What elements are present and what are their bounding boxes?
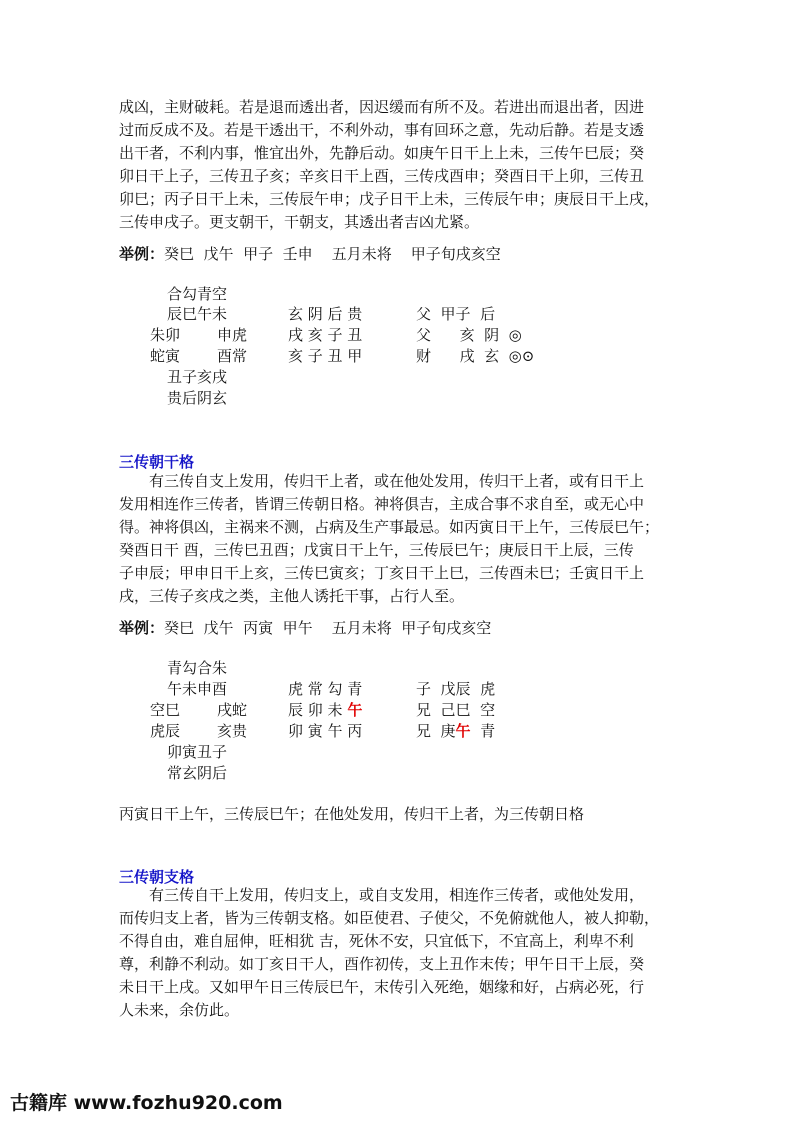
example-label: 举例： [119, 619, 165, 637]
chart-left-1: 空巳 [150, 701, 181, 719]
transmission-text: 青 [470, 722, 496, 740]
section-paragraph [119, 470, 674, 608]
chart-right-2: 酉常 [217, 347, 248, 365]
transmission-row [416, 721, 495, 741]
transmission-row: 父 甲子 后 [416, 305, 496, 323]
text-line: 戌，三传子亥戌之类，主他人诱托干事，占行人至。 [119, 587, 465, 605]
text-line: 尊，利静不利动。如丁亥日干人，酉作初传，支上丑作末传；甲午日干上辰，癸 [119, 955, 645, 973]
chart-left-1: 朱卯 [150, 326, 181, 344]
text-line: 未日干上戌。又如甲午日三传辰巳午，末传引入死绝，姻缘和好，占病必死，行 [119, 978, 645, 996]
text-line: 有三传自支上发用，传归干上者，或在他处发用，传归干上者，或有日干上 [149, 472, 645, 490]
transmission-row: 子 戊辰 虎 [416, 680, 496, 698]
example-line [119, 243, 501, 264]
lessons-row: 卯 寅 午 丙 [288, 722, 363, 740]
section-heading: 三传朝支格 [119, 868, 195, 886]
chart-bottom-branches: 丑子亥戌 [167, 368, 228, 386]
text-line: 卯巳；丙子日干上未，三传辰午申；戊子日干上未，三传辰午申；庚辰日干上戌， [119, 190, 660, 208]
text-line: 三传申戌子。更支朝干，干朝支，其透出者吉凶尤紧。 [119, 213, 480, 231]
lessons-row: 亥 子 丑 甲 [288, 347, 363, 365]
example-label: 举例： [119, 245, 165, 263]
transmission-row: 财 戌 玄 ◎⊙ [416, 347, 535, 365]
text-line: 发用相连作三传者，皆谓三传朝日格。神将俱吉，主成合事不求自至，或无心中 [119, 495, 645, 513]
section-paragraph [119, 884, 674, 1022]
chart-top-branches: 辰巳午未 [167, 305, 228, 323]
chart-top-generals: 青勾合朱 [167, 659, 228, 677]
example-line [119, 617, 491, 638]
chart-top-generals: 合勾青空 [167, 285, 228, 303]
text-line: 得。神将俱凶，主祸来不测，占病及生产事最忌。如丙寅日干上午，三传辰巳午； [119, 518, 660, 536]
example-text: 癸巳 戊午 丙寅 甲午 五月未将 甲子旬戌亥空 [164, 619, 492, 637]
lessons-row: 玄 阴 后 贵 [288, 305, 363, 323]
text-line: 子申辰；甲申日干上亥，三传巳寅亥；丁亥日干上巳，三传酉未巳；壬寅日干上 [119, 564, 645, 582]
chart-right-2: 亥贵 [217, 722, 248, 740]
chart-left-2: 虎辰 [150, 722, 181, 740]
chart-right-1: 申虎 [217, 326, 248, 344]
transmission-row: 父 亥 阴 ◎ [416, 326, 522, 344]
text-line: 癸酉日干 酉，三传巳丑酉；戊寅日干上午，三传辰巳午；庚辰日干上辰，三传 [119, 541, 634, 559]
lessons-row [288, 700, 362, 720]
highlighted-branch: 午 [455, 722, 471, 740]
chart-bottom-generals: 贵后阴玄 [167, 389, 228, 407]
example-note [119, 803, 674, 826]
text-line: 而传归支上者，皆为三传朝支格。如臣使君、子使父，不免俯就他人，被人抑勒， [119, 909, 660, 927]
transmission-row: 兄 己巳 空 [416, 701, 496, 719]
chart-bottom-branches: 卯寅丑子 [167, 743, 228, 761]
highlighted-branch: 午 [347, 701, 363, 719]
text-line: 成凶，主财破耗。若是退而透出者，因迟缓而有所不及。若进出而退出者，因进 [119, 98, 645, 116]
chart-bottom-generals: 常玄阴后 [167, 764, 228, 782]
lessons-row: 戌 亥 子 丑 [288, 326, 363, 344]
example-text: 癸巳 戊午 甲子 壬申 五月未将 甲子旬戌亥空 [164, 245, 501, 263]
lessons-row: 虎 常 勾 青 [288, 680, 363, 698]
text-line: 过而反成不及。若是干透出干，不利外动，事有回环之意，先动后静。若是支透 [119, 121, 645, 139]
text-line: 出干者，不利内事，惟宜出外，先静后动。如庚午日干上上未，三传午巳辰；癸 [119, 144, 645, 162]
chart-top-branches: 午未申酉 [167, 680, 228, 698]
chart-left-2: 蛇寅 [150, 347, 181, 365]
lessons-text: 辰 卯 未 [288, 701, 348, 719]
site-watermark: 古籍库 www.fozhu920.com [10, 1092, 283, 1114]
section-heading: 三传朝干格 [119, 453, 195, 471]
text-line: 卯日干上子，三传丑子亥；辛亥日干上酉，三传戌酉申；癸酉日干上卯，三传丑 [119, 167, 645, 185]
intro-paragraph [119, 96, 674, 234]
chart-right-1: 戌蛇 [217, 701, 248, 719]
text-line: 丙寅日干上午，三传辰巳午；在他处发用，传归干上者，为三传朝日格 [119, 805, 585, 823]
text-line: 不得自由，难自屈伸，旺相犹 吉，死休不安，只宜低下，不宜高上，利卑不利 [119, 932, 634, 950]
text-line: 有三传自干上发用，传归支上，或自支发用，相连作三传者，或他处发用， [149, 886, 645, 904]
text-line: 人未来，余仿此。 [119, 1001, 240, 1019]
transmission-text: 兄 庚 [416, 722, 456, 740]
